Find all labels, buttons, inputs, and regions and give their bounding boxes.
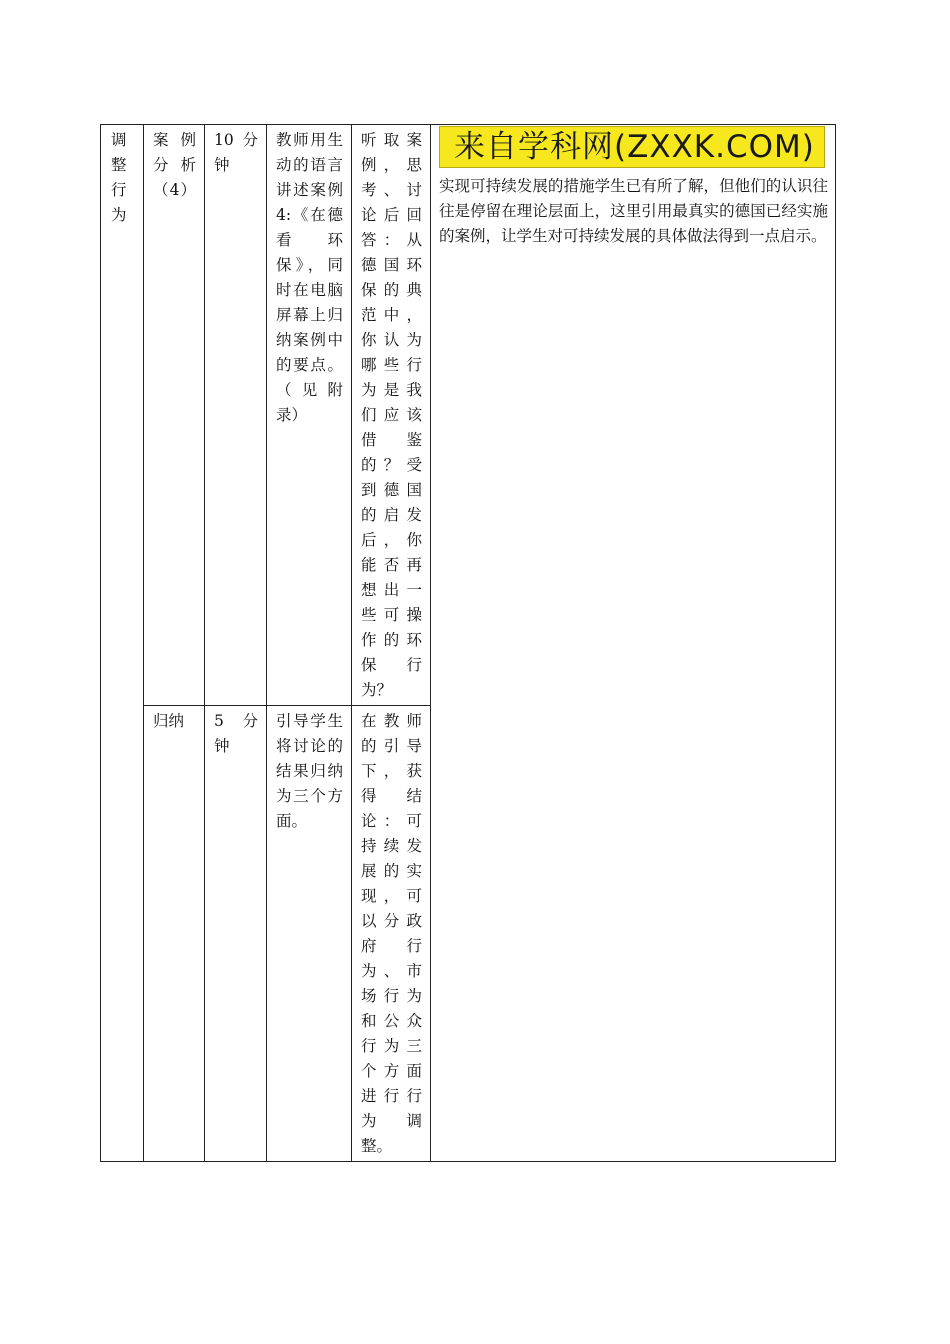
step-label: 归纳 [153,712,185,730]
step-cell [144,706,205,1162]
student-activity-cell [352,706,431,1162]
teacher-activity-cell [267,706,352,1162]
time-label: 10 分钟 [214,131,258,174]
logo-text: 来自学科网(ZXXK.COM) [454,129,815,165]
step-cell [144,125,205,706]
teacher-activity-cell [267,125,352,706]
student-activity-cell [352,125,431,706]
student-activity-text: 听取案例，思考、讨论后回答：从德国环保的典范中，你认为哪些行为是我们应该借鉴的？受到德国的启发后，你能否再想出一些可操作的环保行为？ [361,131,422,699]
time-cell [205,125,267,706]
step-label: 案例分析（4） [153,131,196,199]
zxxk-logo [439,126,825,168]
time-label: 5 分钟 [214,712,258,755]
stage-cell [101,125,144,1162]
time-cell [205,706,267,1162]
design-intent-text: 实现可持续发展的措施学生已有所了解，但他们的认识往往是停留在理论层面上，这里引用最真实的德国已经实施的案例，让学生对可持续发展的具体做法得到一点启示。 [439,177,828,245]
teacher-activity-text: 教师用生动的语言讲述案例4:《在德看环保》，同时在电脑屏幕上归纳案例中的要点。（见附录） [276,131,343,424]
teacher-activity-text: 引导学生将讨论的结果归纳为三个方面。 [276,712,343,830]
stage-label: 调整行为 [111,131,127,224]
design-intent-cell [431,125,836,1162]
table-row [101,125,836,706]
student-activity-text: 在教师的引导下，获得结论：可持续发展的实现，可以分政府行为、市场行为和公众行为三个方面进行行为调整。 [361,712,422,1155]
lesson-plan-table [100,124,836,1162]
